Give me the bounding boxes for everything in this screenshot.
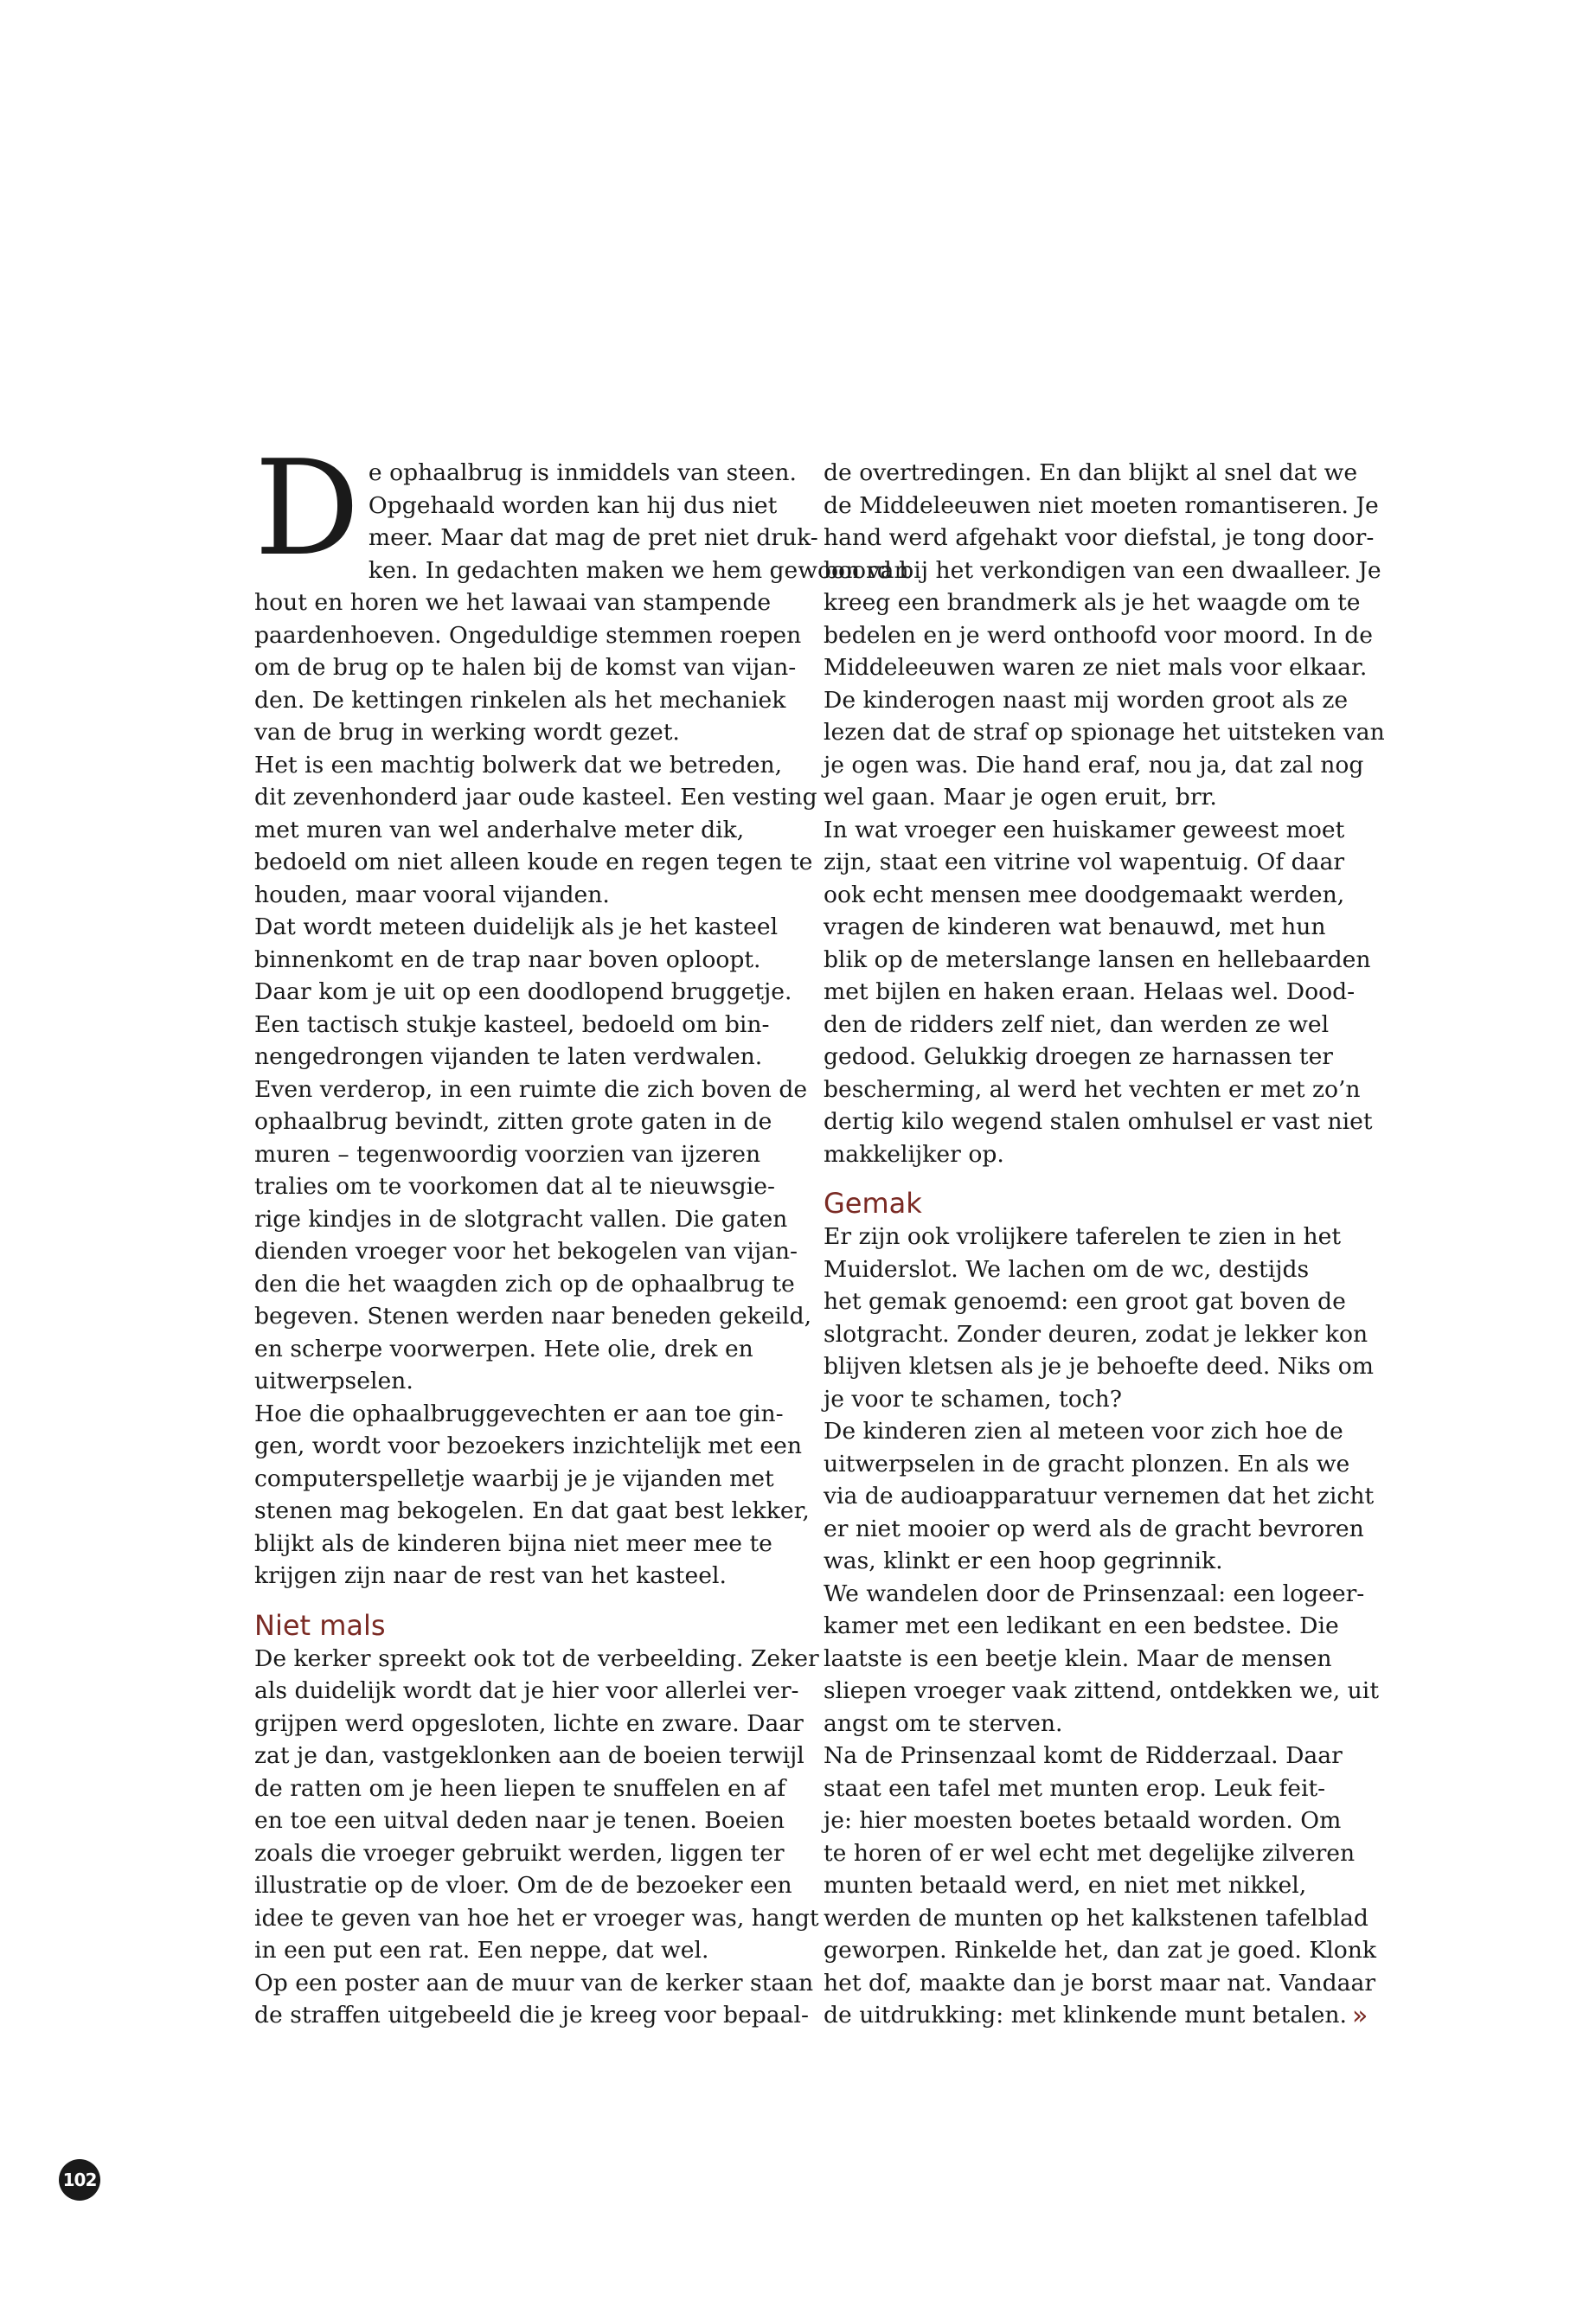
text-line: werden de munten op het kalkstenen tafelblad — [824, 1904, 1368, 1932]
niet-mals-paragraph — [254, 1643, 819, 2032]
section-heading-niet-mals: Niet mals — [254, 1608, 386, 1642]
text-line: blijkt als de kinderen bijna niet meer mee te — [254, 1529, 772, 1557]
text-line: in een put een rat. Een neppe, dat wel. — [254, 1937, 709, 1964]
text-line: Middeleeuwen waren ze niet mals voor elkaar. — [824, 654, 1368, 681]
text-line: de straffen uitgebeeld die je kreeg voor bepaal- — [254, 2002, 810, 2029]
text-line: via de audioapparatuur vernemen dat het zicht — [824, 1483, 1375, 1509]
text-line: den. De kettingen rinkelen als het mechaniek — [254, 686, 786, 714]
text-line: De kerker spreekt ook tot de verbeelding. Zeker — [254, 1644, 819, 1672]
text-line: de overtredingen. En dan blijkt al snel dat we — [824, 459, 1358, 486]
text-line: ken. In gedachten maken we hem gewoon van — [368, 556, 909, 584]
text-line: Muiderslot. We lachen om de wc, destijds — [824, 1255, 1310, 1283]
page-number-badge: 102 — [59, 2159, 100, 2201]
text-line: Daar kom je uit op een doodlopend bruggetje. — [254, 978, 792, 1005]
text-line: tralies om te voorkomen dat al te nieuwsgie- — [254, 1173, 775, 1200]
continuation-paragraph — [824, 457, 1385, 1170]
text-line: bescherming, al werd het vechten er met zo’n — [824, 1075, 1361, 1103]
text-line: Even verderop, in een ruimte die zich boven de — [254, 1075, 808, 1103]
text-line: zoals die vroeger gebruikt werden, liggen ter — [254, 1839, 785, 1867]
right-column — [824, 457, 1385, 2032]
text-line: munten betaald werd, en niet met nikkel, — [824, 1872, 1307, 1899]
text-line: De kinderogen naast mij worden groot als ze — [824, 686, 1349, 714]
text-line: je: hier moesten boetes betaald worden. Om — [824, 1807, 1342, 1834]
text-line: ook echt mensen mee doodgemaakt werden, — [824, 881, 1345, 908]
text-line: muren – tegenwoordig voorzien van ijzeren — [254, 1140, 761, 1168]
text-line: slotgracht. Zonder deuren, zodat je lekker kon — [824, 1320, 1368, 1348]
text-line: Op een poster aan de muur van de kerker staan — [254, 1969, 814, 1997]
text-line: met muren van wel anderhalve meter dik, — [254, 816, 745, 843]
text-line: zijn, staat een vitrine vol wapentuig. Of daar — [824, 849, 1345, 875]
text-line: uitwerpselen. — [254, 1368, 413, 1394]
text-line: dertig kilo wegend stalen omhulsel er vast niet — [824, 1108, 1373, 1135]
text-line: dienden vroeger voor het bekogelen van vijan- — [254, 1238, 798, 1265]
text-line: hout en horen we het lawaai van stampende — [254, 589, 772, 616]
text-line: wel gaan. Maar je ogen eruit, brr. — [824, 784, 1217, 811]
text-line: rige kindjes in de slotgracht vallen. Die gaten — [254, 1205, 788, 1233]
text-line: geworpen. Rinkelde het, dan zat je goed. Klonk — [824, 1937, 1376, 1964]
text-line: meer. Maar dat mag de pret niet druk- — [368, 524, 818, 551]
text-line: We wandelen door de Prinsenzaal: een logeer- — [824, 1580, 1365, 1607]
gemak-paragraph — [824, 1221, 1380, 2032]
text-line: en scherpe voorwerpen. Hete olie, drek en — [254, 1335, 753, 1362]
text-line: ophaalbrug bevindt, zitten grote gaten in de — [254, 1108, 772, 1135]
text-line: er niet mooier op werd als de gracht bevroren — [824, 1515, 1364, 1542]
text-line: nengedrongen vijanden te laten verdwalen. — [254, 1043, 763, 1070]
text-line: begeven. Stenen werden naar beneden gekeild, — [254, 1303, 812, 1330]
text-line: illustratie op de vloer. Om de de bezoeker een — [254, 1872, 792, 1899]
text-line: binnenkomt en de trap naar boven oploopt. — [254, 945, 761, 973]
text-line: Er zijn ook vrolijkere taferelen te zien in het — [824, 1223, 1342, 1250]
text-line: je ogen was. Die hand eraf, nou ja, dat zal nog — [824, 751, 1364, 779]
text-line: met bijlen en haken eraan. Helaas wel. Dood- — [824, 978, 1356, 1005]
text-line: de ratten om je heen liepen te snuffelen en af — [254, 1774, 786, 1802]
text-line: kamer met een ledikant en een bedstee. Die — [824, 1612, 1339, 1639]
text-line: kreeg een brandmerk als je het waagde om te — [824, 589, 1361, 616]
text-line: het gemak genoemd: een groot gat boven de — [824, 1288, 1346, 1315]
text-line: Het is een machtig bolwerk dat we betreden, — [254, 751, 783, 779]
text-line: om de brug op te halen bij de komst van vijan- — [254, 654, 797, 681]
text-line: boord bij het verkondigen van een dwaalleer. Je — [824, 556, 1381, 584]
text-line: e ophaalbrug is inmiddels van steen. — [368, 459, 797, 486]
text-line: bedoeld om niet alleen koude en regen tegen te — [254, 849, 813, 875]
text-line: blik op de meterslange lansen en hellebaarden — [824, 945, 1371, 973]
text-line: makkelijker op. — [824, 1140, 1004, 1168]
text-line: den de ridders zelf niet, dan werden ze wel — [824, 1010, 1330, 1038]
text-line: bedelen en je werd onthoofd voor moord. In de — [824, 621, 1374, 649]
text-line-content: de uitdrukking: met klinkende munt betalen. — [824, 2002, 1347, 2029]
text-line: als duidelijk wordt dat je hier voor allerlei ver- — [254, 1677, 799, 1704]
text-line: gedood. Gelukkig droegen ze harnassen ter — [824, 1043, 1334, 1070]
last-text-line — [824, 1999, 1368, 2032]
text-line: gen, wordt voor bezoekers inzichtelijk met een — [254, 1433, 802, 1459]
text-line: was, klinkt er een hoop gegrinnik. — [824, 1548, 1223, 1574]
text-line: het dof, maakte dan je borst maar nat. Vandaar — [824, 1969, 1376, 1997]
drop-cap: D — [254, 432, 360, 585]
text-line: houden, maar vooral vijanden. — [254, 881, 610, 908]
text-line: hand werd afgehakt voor diefstal, je tong door- — [824, 524, 1375, 551]
text-line: Een tactisch stukje kasteel, bedoeld om bin- — [254, 1010, 770, 1038]
text-line: idee te geven van hoe het er vroeger was, hangt — [254, 1904, 819, 1932]
text-line: vragen de kinderen wat benauwd, met hun — [824, 913, 1326, 940]
double-chevron-right-icon: » — [1351, 2001, 1368, 2031]
text-line: In wat vroeger een huiskamer geweest moet — [824, 816, 1345, 843]
text-line: paardenhoeven. Ongeduldige stemmen roepen — [254, 621, 802, 649]
text-line: te horen of er wel echt met degelijke zilveren — [824, 1839, 1356, 1867]
text-line: krijgen zijn naar de rest van het kasteel. — [254, 1562, 727, 1589]
text-line: staat een tafel met munten erop. Leuk feit- — [824, 1774, 1326, 1802]
text-line: angst om te sterven. — [824, 1709, 1063, 1737]
text-line: De kinderen zien al meteen voor zich hoe de — [824, 1418, 1343, 1445]
text-line: grijpen werd opgesloten, lichte en zware. Daar — [254, 1709, 804, 1737]
text-line: Na de Prinsenzaal komt de Ridderzaal. Daar — [824, 1742, 1343, 1769]
text-line: uitwerpselen in de gracht plonzen. En als we — [824, 1450, 1350, 1477]
section-heading-gemak: Gemak — [824, 1187, 922, 1220]
text-line: je voor te schamen, toch? — [824, 1385, 1123, 1413]
text-line: en toe een uitval deden naar je tenen. Boeien — [254, 1807, 785, 1834]
text-line: laatste is een beetje klein. Maar de mensen — [824, 1644, 1332, 1672]
text-line: Dat wordt meteen duidelijk als je het kasteel — [254, 913, 779, 940]
text-line: zat je dan, vastgeklonken aan de boeien terwijl — [254, 1742, 804, 1769]
text-line: de Middeleeuwen niet moeten romantiseren. Je — [824, 491, 1379, 519]
text-line: Opgehaald worden kan hij dus niet — [368, 491, 778, 519]
text-line: van de brug in werking wordt gezet. — [254, 719, 680, 746]
text-line: blijven kletsen als je je behoefte deed. Niks om — [824, 1353, 1374, 1380]
text-line: Hoe die ophaalbruggevechten er aan toe gin- — [254, 1400, 784, 1427]
text-line: stenen mag bekogelen. En dat gaat best lekker, — [254, 1497, 810, 1524]
text-line: computerspelletje waarbij je je vijanden met — [254, 1465, 774, 1492]
text-line: den die het waagden zich op de ophaalbrug te — [254, 1270, 795, 1298]
text-line: lezen dat de straf op spionage het uitsteken van — [824, 719, 1385, 746]
text-line: sliepen vroeger vaak zittend, ontdekken we, uit — [824, 1677, 1380, 1704]
text-line: dit zevenhonderd jaar oude kasteel. Een vesting — [254, 784, 817, 811]
